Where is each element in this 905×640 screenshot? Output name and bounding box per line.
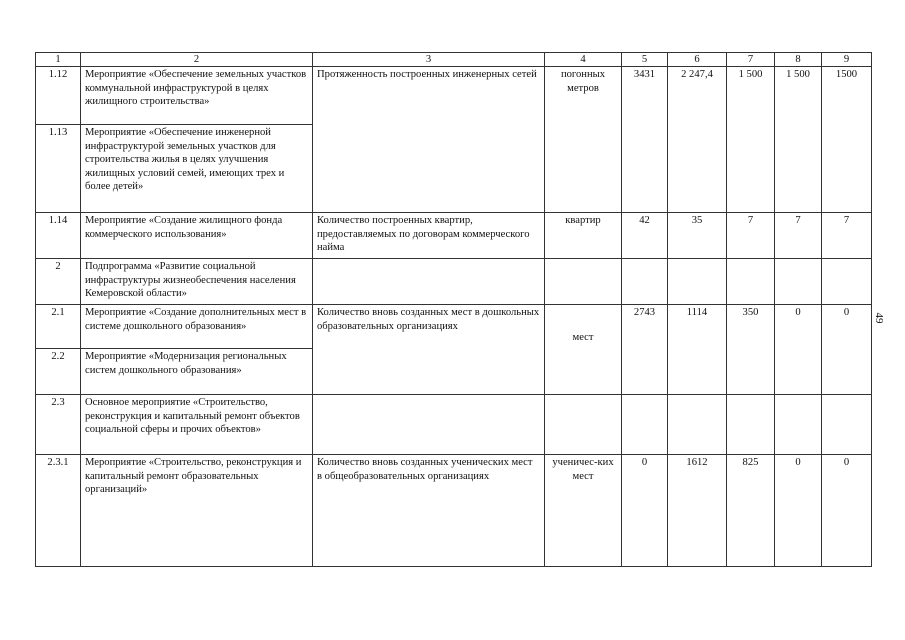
header-cell: 6 xyxy=(668,53,727,67)
row-name: Основное мероприятие «Строительство, реконструкция и капитальный ремонт объектов социальной сферы и прочих объектов» xyxy=(81,395,313,455)
table-row xyxy=(36,67,872,125)
row-unit: квартир xyxy=(545,213,622,259)
value-cell: 3431 xyxy=(622,67,668,213)
value-cell: 0 xyxy=(622,455,668,567)
row-name: Мероприятие «Обеспечение земельных участков коммунальной инфраструктурой в целях жилищного строительства» xyxy=(81,67,313,125)
row-number: 2.2 xyxy=(36,349,81,395)
page-number: 49 xyxy=(873,312,885,324)
header-cell: 1 xyxy=(36,53,81,67)
value-cell: 0 xyxy=(775,305,822,395)
header-cell: 5 xyxy=(622,53,668,67)
table-row xyxy=(36,305,872,349)
row-name: Мероприятие «Строительство, реконструкция и капитальный ремонт образовательных организаций» xyxy=(81,455,313,567)
value-cell: 0 xyxy=(822,455,872,567)
row-unit: погонных метров xyxy=(545,67,622,213)
value-cell: 1114 xyxy=(668,305,727,395)
value-cell: 2743 xyxy=(622,305,668,395)
row-number: 1.14 xyxy=(36,213,81,259)
value-cell: 825 xyxy=(727,455,775,567)
value-cell: 7 xyxy=(822,213,872,259)
row-name: Подпрограмма «Развитие социальной инфраструктуры жизнеобеспечения населения Кемеровской области» xyxy=(81,259,313,305)
row-number: 1.13 xyxy=(36,125,81,213)
indicators-table xyxy=(35,52,872,567)
value-cell: 0 xyxy=(822,305,872,395)
row-number: 2.1 xyxy=(36,305,81,349)
row-unit: мест xyxy=(545,305,622,395)
row-name: Мероприятие «Создание дополнительных мест в системе дошкольного образования» xyxy=(81,305,313,349)
row-name: Мероприятие «Обеспечение инженерной инфраструктурой земельных участков для строительства жилья в целях улучшения жилищных условий семей, имеющих трех и более детей» xyxy=(81,125,313,213)
row-number: 2.3.1 xyxy=(36,455,81,567)
row-indicator: Количество вновь созданных ученических мест в общеобразовательных организациях xyxy=(313,455,545,567)
value-cell: 1500 xyxy=(822,67,872,213)
value-cell: 0 xyxy=(775,455,822,567)
value-cell: 7 xyxy=(775,213,822,259)
header-cell: 9 xyxy=(822,53,872,67)
value-cell: 350 xyxy=(727,305,775,395)
value-cell: 1612 xyxy=(668,455,727,567)
header-cell: 8 xyxy=(775,53,822,67)
row-name: Мероприятие «Модернизация региональных систем дошкольного образования» xyxy=(81,349,313,395)
row-number: 2.3 xyxy=(36,395,81,455)
header-cell: 3 xyxy=(313,53,545,67)
value-cell: 1 500 xyxy=(727,67,775,213)
value-cell: 42 xyxy=(622,213,668,259)
row-indicator: Количество вновь созданных мест в дошкольных образовательных организациях xyxy=(313,305,545,395)
value-cell: 35 xyxy=(668,213,727,259)
value-cell: 1 500 xyxy=(775,67,822,213)
value-cell: 7 xyxy=(727,213,775,259)
row-indicator: Протяженность построенных инженерных сетей xyxy=(313,67,545,213)
row-unit: ученичес-ких мест xyxy=(545,455,622,567)
row-number: 1.12 xyxy=(36,67,81,125)
header-row xyxy=(36,53,872,67)
table-row xyxy=(36,213,872,259)
table-row xyxy=(36,455,872,567)
row-name: Мероприятие «Создание жилищного фонда коммерческого использования» xyxy=(81,213,313,259)
value-cell: 2 247,4 xyxy=(668,67,727,213)
table-row xyxy=(36,395,872,455)
header-cell: 7 xyxy=(727,53,775,67)
row-number: 2 xyxy=(36,259,81,305)
table-row xyxy=(36,259,872,305)
row-indicator: Количество построенных квартир, предоставляемых по договорам коммерческого найма xyxy=(313,213,545,259)
header-cell: 4 xyxy=(545,53,622,67)
header-cell: 2 xyxy=(81,53,313,67)
